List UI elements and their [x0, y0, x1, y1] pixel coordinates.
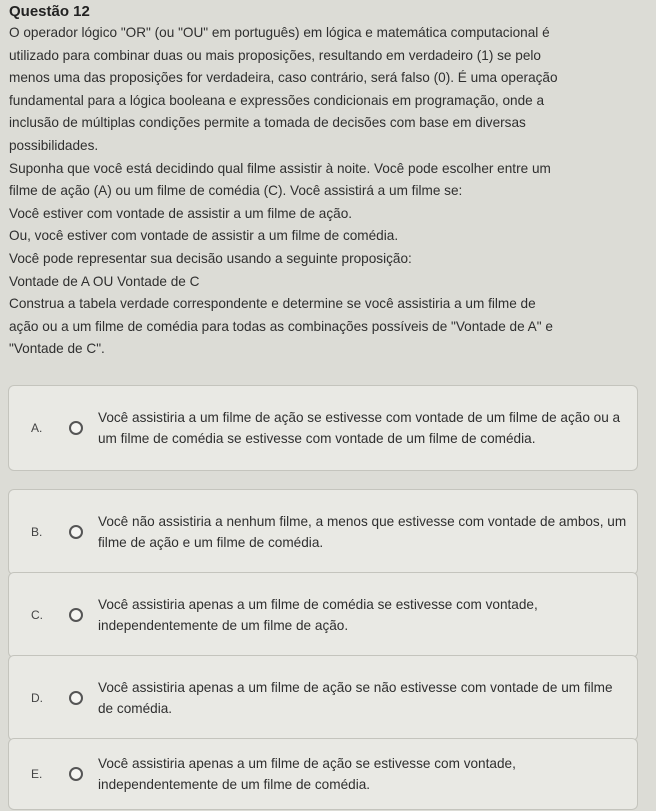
- prompt-line: inclusão de múltiplas condições permite a tomada de decisões com base em diversas: [9, 115, 526, 131]
- prompt-line: Você pode representar sua decisão usando a seguinte proposição:: [9, 250, 412, 266]
- radio-button-icon[interactable]: [69, 691, 83, 705]
- prompt-line: filme de ação (A) ou um filme de comédia (C). Você assistirá a um filme se:: [9, 183, 463, 199]
- radio-button-icon[interactable]: [69, 608, 83, 622]
- option-text: Você assistiria apenas a um filme de ação se estivesse com vontade, independentemente de um filme de comédia.: [98, 756, 516, 792]
- answer-option-b[interactable]: [8, 489, 638, 575]
- prompt-line: Suponha que você está decidindo qual filme assistir à noite. Você pode escolher entre um: [9, 160, 551, 176]
- option-text: Você assistiria apenas a um filme de comédia se estivesse com vontade, independentemente de um filme de ação.: [98, 597, 538, 633]
- question-title: Questão 12: [9, 3, 90, 20]
- option-letter: C.: [31, 608, 43, 622]
- radio-button-icon[interactable]: [69, 767, 83, 781]
- answer-option-e[interactable]: [8, 738, 638, 810]
- prompt-line: menos uma das proposições for verdadeira, caso contrário, será falso (0). É uma operação: [9, 70, 558, 86]
- answer-option-d[interactable]: [8, 655, 638, 741]
- radio-button-icon[interactable]: [69, 525, 83, 539]
- option-text: Você assistiria a um filme de ação se estivesse com vontade de um filme de ação ou a um filme de comédia se estivesse com vontade de um filme de comédia.: [98, 410, 621, 446]
- prompt-line: ação ou a um filme de comédia para todas as combinações possíveis de "Vontade de A" e: [9, 318, 553, 334]
- prompt-line: utilizado para combinar duas ou mais proposições, resultando em verdadeiro (1) se pelo: [9, 47, 541, 63]
- prompt-line: Construa a tabela verdade correspondente e determine se você assistiria a um filme de: [9, 296, 536, 312]
- prompt-line: O operador lógico "OR" (ou "OU" em português) em lógica e matemática computacional é: [9, 25, 550, 40]
- answer-option-a[interactable]: [8, 385, 638, 471]
- option-letter: A.: [31, 421, 43, 435]
- prompt-line: Você estiver com vontade de assistir a um filme de ação.: [9, 205, 353, 221]
- option-letter: E.: [31, 767, 43, 781]
- prompt-line: possibilidades.: [9, 137, 99, 153]
- prompt-line: Vontade de A OU Vontade de C: [9, 273, 200, 289]
- option-letter: D.: [31, 691, 43, 705]
- option-letter: B.: [31, 525, 43, 539]
- question-prompt: [9, 22, 649, 361]
- prompt-line: Ou, você estiver com vontade de assistir a um filme de comédia.: [9, 228, 399, 244]
- radio-button-icon[interactable]: [69, 421, 83, 435]
- prompt-line: "Vontade de C".: [9, 341, 105, 357]
- answer-option-c[interactable]: [8, 572, 638, 658]
- prompt-line: fundamental para a lógica booleana e expressões condicionais em programação, onde a: [9, 92, 545, 108]
- option-text: Você não assistiria a nenhum filme, a menos que estivesse com vontade de ambos, um filme de ação e um filme de comédia.: [98, 514, 627, 550]
- option-text: Você assistiria apenas a um filme de ação se não estivesse com vontade de um filme de comédia.: [98, 680, 613, 716]
